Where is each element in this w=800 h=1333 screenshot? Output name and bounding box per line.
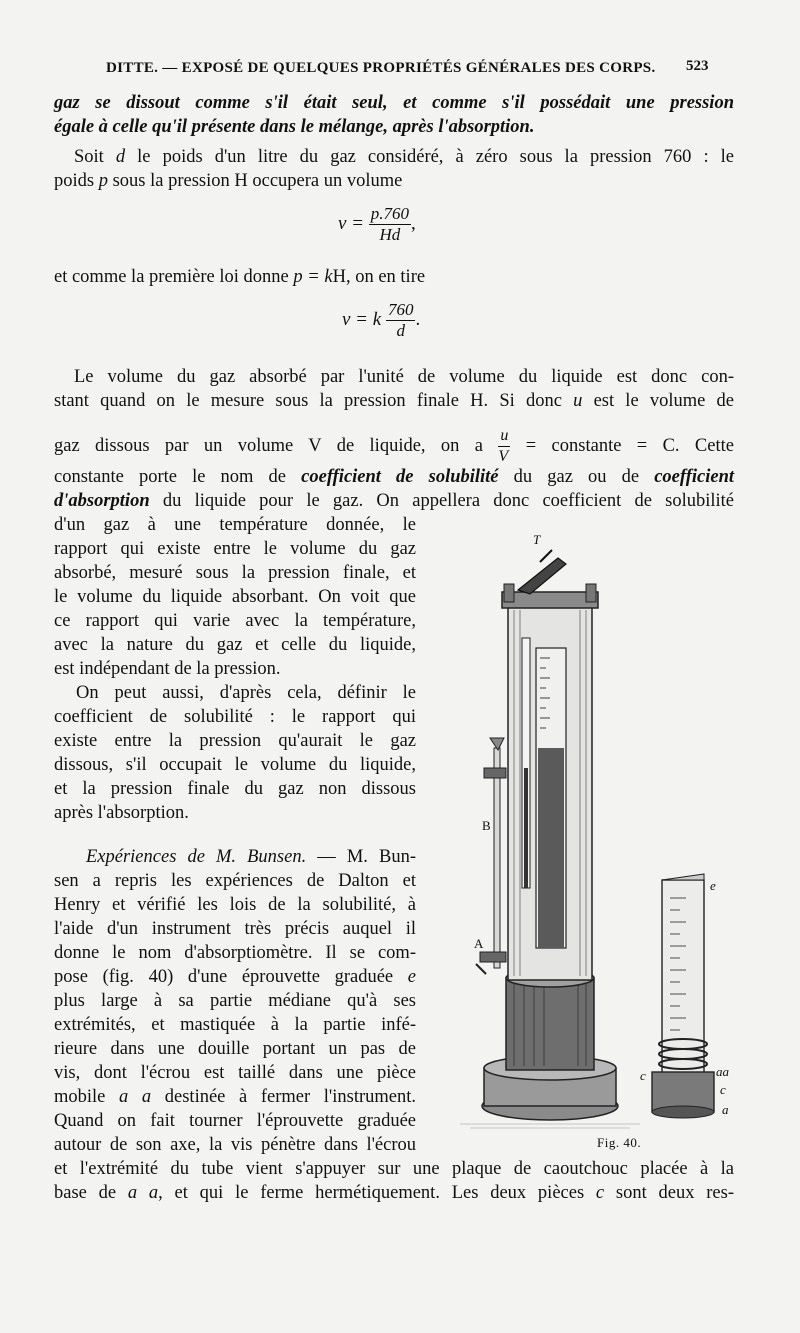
text-line: mobile a a destinée à fermer l'instrument.	[54, 1087, 416, 1107]
label-A: A	[474, 936, 484, 951]
text-line: absorbé, mesuré sous la pression finale, et	[54, 563, 416, 583]
formula-volume: v = $\frac{p.760}{Hd}$ ,	[338, 204, 416, 244]
text-line: le volume du liquide absorbant. On voit que	[54, 587, 416, 607]
text-line: gaz dissous par un volume V de liquide, on a $\frac{u}{V}$ = constante = C. Cette	[54, 427, 734, 465]
text-line: autour de son axe, la vis pénètre dans l'écrou	[54, 1135, 416, 1155]
text-line: l'aide d'un instrument très précis auquel il	[54, 919, 416, 939]
text-line: et la pression finale du gaz non dissous	[54, 779, 416, 799]
label-e: e	[710, 878, 716, 893]
label-a: a	[722, 1102, 729, 1117]
text-line: Henry et vérifié les lois de la solubilité, à	[54, 895, 416, 915]
text-line: sen a repris les expériences de Dalton et	[54, 871, 416, 891]
text-line: rieure dans une douille portant un pas de	[54, 1039, 416, 1059]
text-line: coefficient de solubilité : le rapport qui	[54, 707, 416, 727]
text-line: existe entre la pression qu'aurait le gaz	[54, 731, 416, 751]
label-aa: aa	[716, 1064, 729, 1079]
text-line: donne le nom d'absorptiomètre. Il se com-	[54, 943, 416, 963]
text-line: après l'absorption.	[54, 803, 189, 823]
text-line: ce rapport qui varie avec la température,	[54, 611, 416, 631]
text-line: d'un gaz à une température donnée, le	[54, 515, 416, 535]
figure-caption: Fig. 40.	[597, 1135, 642, 1150]
text-line: constante porte le nom de coefficient de solubilité du gaz ou de coefficient	[54, 467, 734, 487]
text-line: gaz se dissout comme s'il était seul, et comme s'il possédait une pression	[54, 93, 734, 113]
text-line: et comme la première loi donne p = kH, on en tire	[54, 267, 426, 287]
label-c-left: c	[640, 1068, 646, 1083]
text-line: égale à celle qu'il présente dans le mélange, après l'absorption.	[54, 117, 535, 137]
text-line: Soit d le poids d'un litre du gaz considéré, à zéro sous la pression 760 : le	[74, 147, 734, 167]
text-line: Le volume du gaz absorbé par l'unité de volume du liquide est donc con-	[74, 367, 734, 387]
text-line: stant quand on le mesure sous la pression finale H. Si donc u est le volume de	[54, 391, 734, 411]
text-line: d'absorption du liquide pour le gaz. On appellera donc coefficient de solubilité	[54, 491, 734, 511]
text-line: poids p sous la pression H occupera un volume	[54, 171, 403, 191]
text-line: rapport qui existe entre le volume du gaz	[54, 539, 416, 559]
text-line: extrémités, et mastiquée à la partie infé-	[54, 1015, 416, 1035]
section-heading: Expériences de M. Bunsen. — M. Bun-	[86, 847, 416, 867]
text-line: plus large à sa partie médiane qu'à ses	[54, 991, 416, 1011]
page-number: 523	[686, 58, 709, 74]
label-c: c	[720, 1082, 726, 1097]
text-line: pose (fig. 40) d'une éprouvette graduée e	[54, 967, 416, 987]
text-line: Quand on fait tourner l'éprouvette graduée	[54, 1111, 416, 1131]
text-line: vis, dont l'écrou est taillé dans une pièce	[54, 1063, 416, 1083]
formula-ratio: $\frac{u}{V}$	[498, 427, 509, 465]
running-head: DITTE. — EXPOSÉ DE QUELQUES PROPRIÉTÉS GÉNÉRALES DES CORPS.	[106, 60, 656, 76]
text-line: dissous, s'il occupait le volume du liquide,	[54, 755, 416, 775]
text-line: On peut aussi, d'après cela, définir le	[76, 683, 416, 703]
label-T: T	[533, 532, 541, 547]
formula-volume-k: v = k $\frac{760}{d}$ .	[342, 300, 421, 340]
absorptiometer-figure	[440, 528, 770, 1168]
label-B: B	[482, 818, 491, 833]
text-line: et l'extrémité du tube vient s'appuyer sur une plaque de caoutchouc placée à la	[54, 1159, 734, 1179]
text-line: avec la nature du gaz et celle du liquide,	[54, 635, 416, 655]
text-line: est indépendant de la pression.	[54, 659, 281, 679]
text-line: base de a a, et qui le ferme hermétiquement. Les deux pièces c sont deux res-	[54, 1183, 734, 1203]
